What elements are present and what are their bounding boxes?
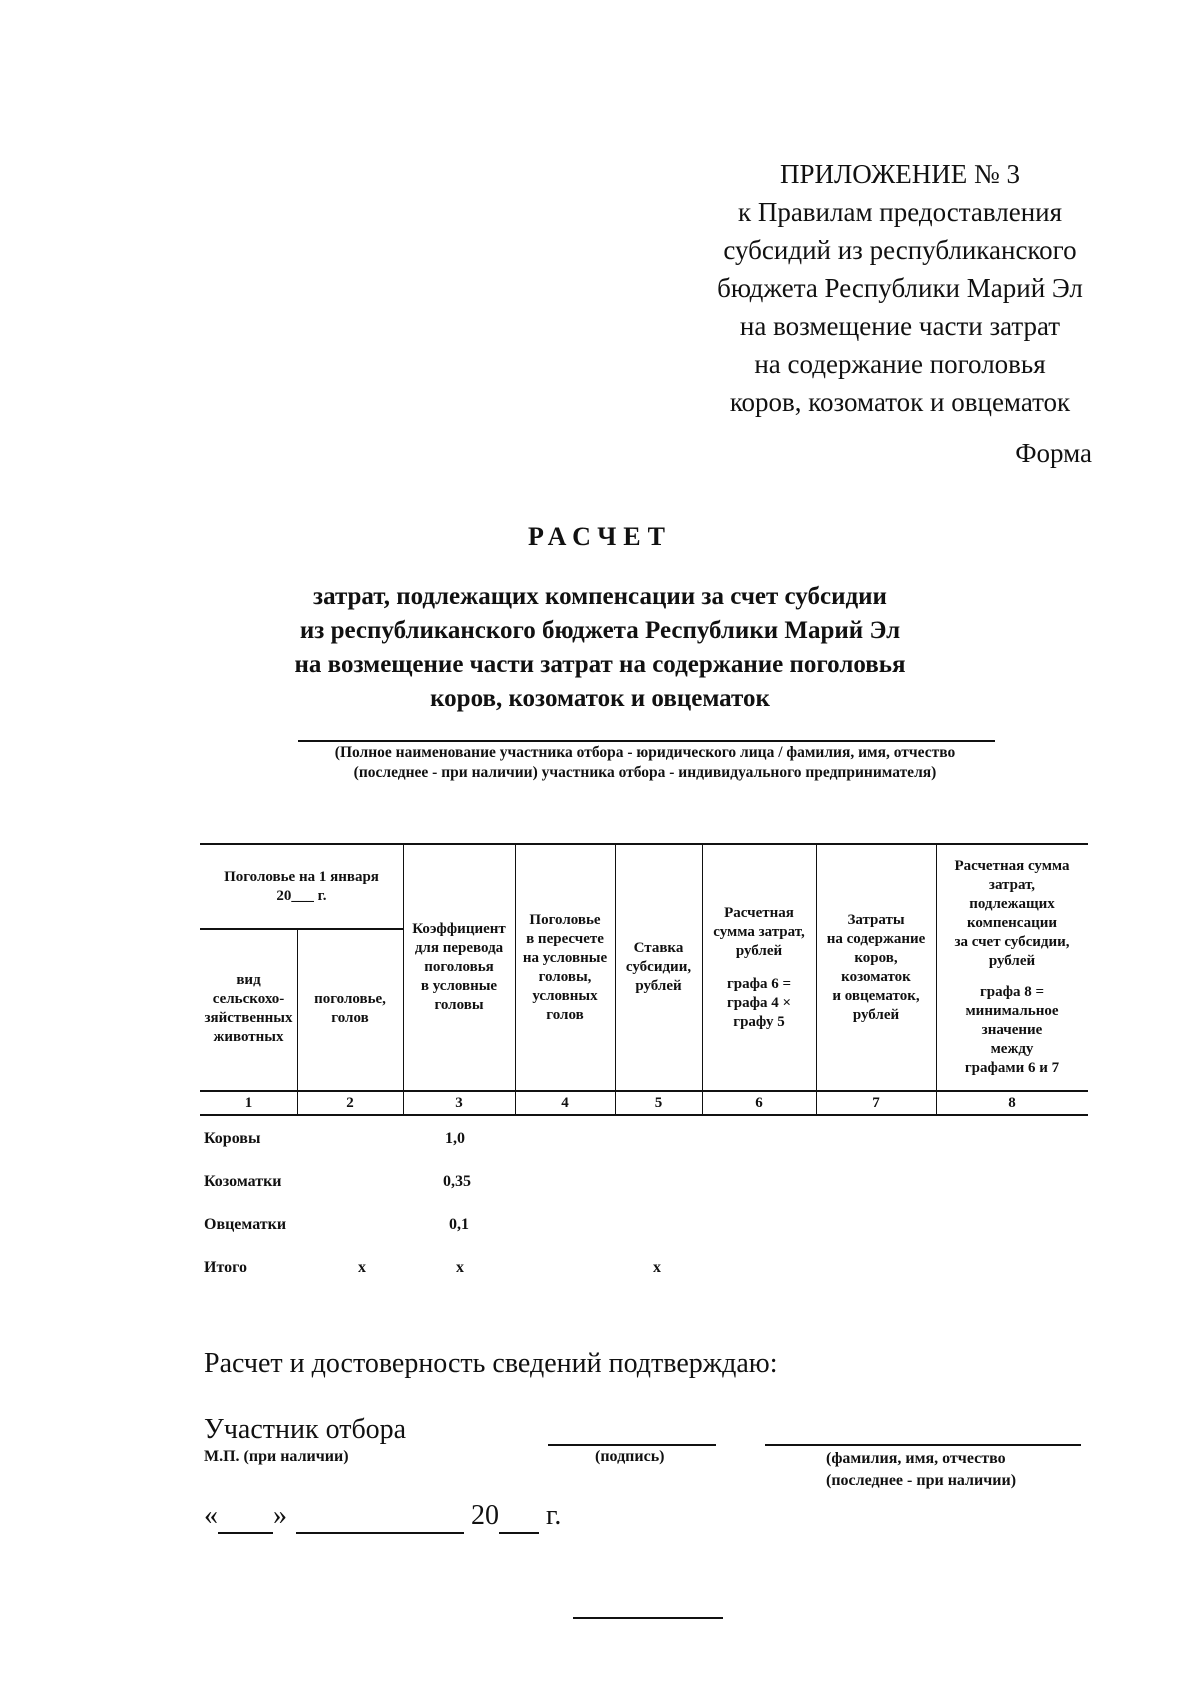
header-text: 20___ г.	[276, 887, 327, 904]
table-body	[200, 1130, 1088, 1302]
header-col-4	[515, 845, 615, 1090]
column-number: 5	[654, 1095, 663, 1111]
subtitle-line: на возмещение части затрат на содержание поголовья	[294, 651, 906, 678]
document-title: РАСЧЕТ	[528, 522, 672, 551]
header-col-1	[200, 928, 297, 1090]
date-close-quote: »	[273, 1500, 287, 1531]
header-text: вид сельскохо-	[212, 972, 285, 1007]
header-text: Расчетная	[724, 904, 794, 921]
header-text: сумма затрат,	[713, 923, 805, 940]
year-prefix: 20	[471, 1500, 499, 1531]
date-line	[204, 1500, 561, 1534]
month-blank[interactable]	[296, 1500, 464, 1534]
column-number: 8	[1008, 1095, 1016, 1111]
header-text: поголовье,	[314, 991, 386, 1007]
animal-type: Коровы	[204, 1130, 261, 1147]
column-number: 3	[455, 1095, 463, 1111]
appendix-line: на содержание поголовья	[754, 349, 1046, 379]
header-text: козоматок	[841, 968, 911, 985]
header-text: на условные	[522, 949, 608, 966]
header-col-5	[615, 845, 702, 1090]
appendix-line: на возмещение части затрат	[739, 311, 1061, 341]
appendix-line: к Правилам предоставления	[737, 197, 1063, 227]
full-name-label	[826, 1448, 1016, 1492]
header-text: зяйственных	[204, 1010, 293, 1026]
end-divider	[573, 1617, 723, 1619]
header-text	[713, 961, 804, 975]
header-text: поголовья	[424, 959, 494, 975]
header-text: Коэффициент	[412, 921, 506, 937]
coefficient: 1,0	[445, 1130, 465, 1147]
header-text: коров,	[854, 949, 898, 966]
column-number-row	[200, 1090, 1088, 1116]
header-col-6	[702, 845, 816, 1090]
table-row	[200, 1130, 1088, 1173]
participant-label: Участник отбора	[204, 1414, 407, 1445]
header-text: и овцематок,	[832, 987, 920, 1004]
signature-label: (подпись)	[595, 1448, 665, 1465]
header-col-3	[403, 845, 515, 1090]
header-text: для перевода	[414, 940, 504, 956]
header-text: графу 5	[733, 1013, 785, 1030]
animal-type: Овцематки	[204, 1216, 287, 1233]
header-text: Поголовье на 1 января	[224, 868, 379, 885]
animal-type: Итого	[204, 1259, 247, 1276]
header-col-8	[936, 845, 1088, 1090]
header-text: подлежащих	[969, 896, 1055, 912]
table-row	[200, 1173, 1088, 1216]
header-text: в пересчете	[526, 930, 604, 947]
header-text: рублей	[988, 953, 1036, 969]
coefficient: 0,1	[449, 1216, 469, 1233]
subtitle-line: из республиканского бюджета Республики Марий Эл	[299, 617, 901, 644]
header-text	[954, 971, 1069, 983]
header-text: Ставка	[633, 940, 684, 956]
header-text: субсидии,	[625, 959, 692, 975]
table-row	[200, 1216, 1088, 1259]
header-text: за счет субсидии,	[954, 934, 1070, 950]
column-number: 7	[872, 1095, 880, 1111]
header-text: рублей	[635, 978, 682, 994]
header-text: Расчетная сумма	[954, 858, 1070, 874]
header-text: рублей	[852, 1006, 900, 1023]
header-text: голов	[546, 1006, 584, 1023]
header-text: графами 6 и 7	[964, 1060, 1060, 1076]
subsidy-rate: х	[653, 1259, 661, 1276]
header-text: рублей	[735, 942, 783, 959]
participant-name-caption	[250, 743, 1040, 783]
column-number: 2	[346, 1095, 354, 1111]
coefficient: 0,35	[443, 1173, 471, 1190]
year-suffix: г.	[546, 1500, 562, 1531]
header-text: животных	[213, 1029, 284, 1045]
caption-line: (последнее - при наличии) участника отбора - индивидуального предпринимателя)	[353, 764, 937, 781]
subtitle-line: коров, козоматок и овцематок	[430, 685, 770, 712]
header-text: компенсации	[966, 915, 1058, 931]
header-text: между	[990, 1041, 1034, 1057]
appendix-line: субсидий из республиканского	[723, 235, 1077, 265]
header-text: значение	[981, 1022, 1043, 1038]
header-text: на содержание	[826, 930, 926, 947]
subtitle-line: затрат, подлежащих компенсации за счет субсидии	[313, 583, 887, 610]
caption-line: (Полное наименование участника отбора - юридического лица / фамилия, имя, отчество	[334, 744, 956, 761]
header-text: головы,	[538, 968, 592, 985]
appendix-line: ПРИЛОЖЕНИЕ № 3	[779, 159, 1021, 189]
calculation-table	[200, 843, 1088, 1116]
header-text: Затраты	[847, 911, 905, 928]
header-text: условных	[532, 987, 598, 1004]
header-text: графа 8 =	[979, 984, 1045, 1000]
header-text: графа 4 ×	[726, 994, 792, 1011]
appendix-line: бюджета Республики Марий Эл	[717, 273, 1083, 303]
column-number: 6	[755, 1095, 763, 1111]
confirmation-text: Расчет и достоверность сведений подтверждаю:	[204, 1348, 778, 1379]
full-name-label-line: (фамилия, имя, отчество	[826, 1450, 1006, 1467]
full-name-label-line: (последнее - при наличии)	[826, 1472, 1017, 1489]
stamp-label: М.П. (при наличии)	[204, 1448, 349, 1465]
header-col-2	[297, 928, 403, 1090]
header-group-livestock	[200, 845, 403, 928]
coefficient: х	[456, 1259, 464, 1276]
full-name-line[interactable]	[765, 1444, 1081, 1446]
column-number: 4	[561, 1095, 569, 1111]
signature-line[interactable]	[548, 1444, 716, 1446]
header-text: головы	[434, 997, 484, 1013]
date-open-quote: «	[204, 1500, 218, 1531]
document-subtitle	[200, 580, 1000, 716]
column-number: 1	[244, 1095, 253, 1111]
header-text: Поголовье	[529, 911, 601, 928]
year-blank[interactable]	[499, 1500, 539, 1534]
appendix-line: коров, козоматок и овцематок	[729, 387, 1071, 417]
head-count: х	[358, 1259, 366, 1276]
header-text: минимальное	[965, 1003, 1059, 1019]
animal-type: Козоматки	[204, 1173, 282, 1190]
header-col-7	[816, 845, 936, 1090]
table-row	[200, 1259, 1088, 1302]
participant-name-line[interactable]	[298, 740, 995, 742]
header-text: графа 6 =	[726, 975, 792, 992]
appendix-header	[680, 155, 1120, 421]
form-label: Форма	[1015, 438, 1092, 468]
table-header	[200, 845, 1088, 1090]
header-text: голов	[331, 1010, 369, 1026]
header-text: затрат,	[988, 877, 1036, 893]
header-text: в условные	[420, 978, 498, 994]
day-blank[interactable]	[218, 1500, 273, 1534]
